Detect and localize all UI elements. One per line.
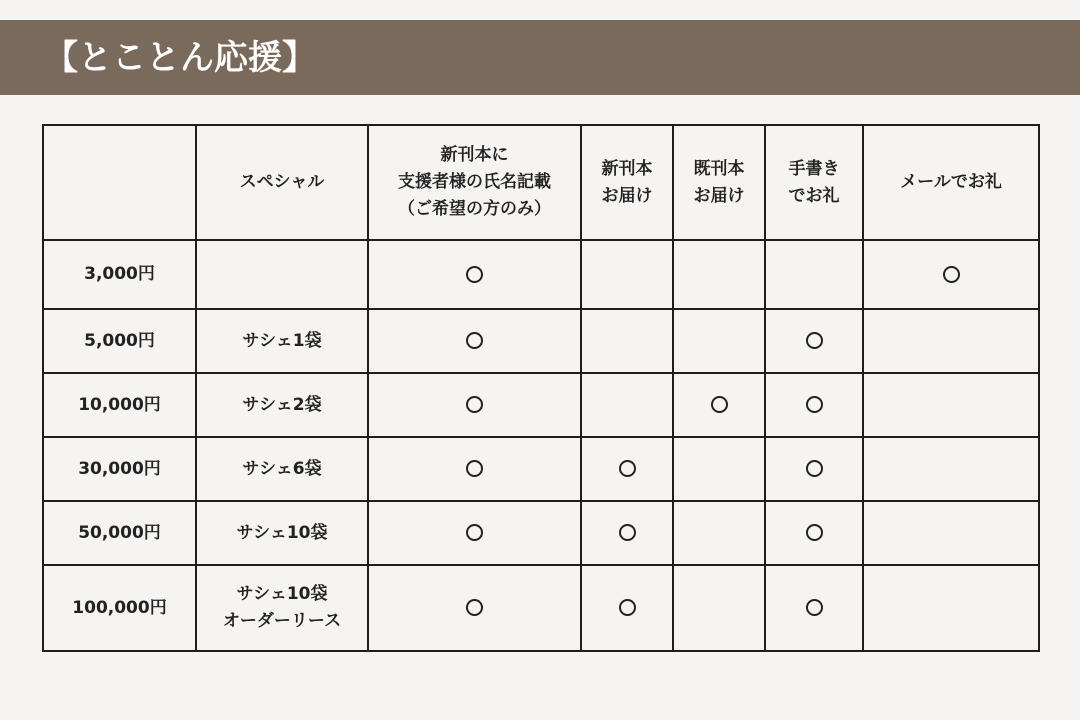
- header-cell-email-thanks: メールでお礼: [863, 125, 1039, 240]
- mark-cell-handwritten-thanks: [765, 437, 863, 501]
- table-row: [43, 501, 1039, 565]
- mark-cell-name-listing: [368, 240, 581, 309]
- mark-cell-email-thanks: [863, 437, 1039, 501]
- price-cell: 100,000円: [43, 565, 196, 651]
- table-row: [43, 309, 1039, 373]
- special-cell: [196, 240, 368, 309]
- table-row: [43, 437, 1039, 501]
- circle-mark-icon: [711, 396, 728, 413]
- page-title: 【とことん応援】: [44, 38, 316, 78]
- circle-mark-icon: [619, 599, 636, 616]
- header-cell-back-catalog: 既刊本 お届け: [673, 125, 765, 240]
- mark-cell-new-book: [581, 437, 673, 501]
- price-cell: 5,000円: [43, 309, 196, 373]
- special-cell: サシェ1袋: [196, 309, 368, 373]
- special-cell: サシェ6袋: [196, 437, 368, 501]
- circle-mark-icon: [806, 599, 823, 616]
- mark-cell-back-catalog: [673, 373, 765, 437]
- mark-cell-name-listing: [368, 437, 581, 501]
- circle-mark-icon: [806, 332, 823, 349]
- mark-cell-new-book: [581, 565, 673, 651]
- mark-cell-new-book: [581, 309, 673, 373]
- circle-mark-icon: [466, 524, 483, 541]
- circle-mark-icon: [943, 266, 960, 283]
- circle-mark-icon: [806, 396, 823, 413]
- special-cell: サシェ2袋: [196, 373, 368, 437]
- circle-mark-icon: [806, 524, 823, 541]
- table-row: [43, 240, 1039, 309]
- circle-mark-icon: [466, 396, 483, 413]
- table-row: [43, 565, 1039, 651]
- header-cell-special: スペシャル: [196, 125, 368, 240]
- circle-mark-icon: [619, 524, 636, 541]
- price-cell: 30,000円: [43, 437, 196, 501]
- header-cell-name-listing: 新刊本に 支援者様の氏名記載 （ご希望の方のみ）: [368, 125, 581, 240]
- mark-cell-handwritten-thanks: [765, 309, 863, 373]
- mark-cell-back-catalog: [673, 437, 765, 501]
- mark-cell-name-listing: [368, 309, 581, 373]
- circle-mark-icon: [466, 332, 483, 349]
- header-cell-empty: [43, 125, 196, 240]
- mark-cell-new-book: [581, 240, 673, 309]
- mark-cell-handwritten-thanks: [765, 240, 863, 309]
- price-cell: 3,000円: [43, 240, 196, 309]
- circle-mark-icon: [466, 266, 483, 283]
- circle-mark-icon: [466, 599, 483, 616]
- mark-cell-back-catalog: [673, 501, 765, 565]
- circle-mark-icon: [619, 460, 636, 477]
- mark-cell-email-thanks: [863, 565, 1039, 651]
- circle-mark-icon: [806, 460, 823, 477]
- header-cell-new-book: 新刊本 お届け: [581, 125, 673, 240]
- circle-mark-icon: [466, 460, 483, 477]
- special-cell: サシェ10袋 オーダーリース: [196, 565, 368, 651]
- mark-cell-email-thanks: [863, 373, 1039, 437]
- mark-cell-new-book: [581, 373, 673, 437]
- mark-cell-email-thanks: [863, 240, 1039, 309]
- price-cell: 10,000円: [43, 373, 196, 437]
- mark-cell-name-listing: [368, 565, 581, 651]
- mark-cell-handwritten-thanks: [765, 373, 863, 437]
- table-row: [43, 373, 1039, 437]
- mark-cell-back-catalog: [673, 240, 765, 309]
- header-row: [43, 125, 1039, 240]
- pledge-table: [42, 124, 1040, 652]
- mark-cell-back-catalog: [673, 309, 765, 373]
- table-body: [43, 240, 1039, 651]
- mark-cell-handwritten-thanks: [765, 565, 863, 651]
- price-cell: 50,000円: [43, 501, 196, 565]
- mark-cell-email-thanks: [863, 501, 1039, 565]
- mark-cell-name-listing: [368, 373, 581, 437]
- mark-cell-back-catalog: [673, 565, 765, 651]
- header-cell-handwritten-thanks: 手書き でお礼: [765, 125, 863, 240]
- mark-cell-new-book: [581, 501, 673, 565]
- mark-cell-email-thanks: [863, 309, 1039, 373]
- mark-cell-handwritten-thanks: [765, 501, 863, 565]
- special-cell: サシェ10袋: [196, 501, 368, 565]
- mark-cell-name-listing: [368, 501, 581, 565]
